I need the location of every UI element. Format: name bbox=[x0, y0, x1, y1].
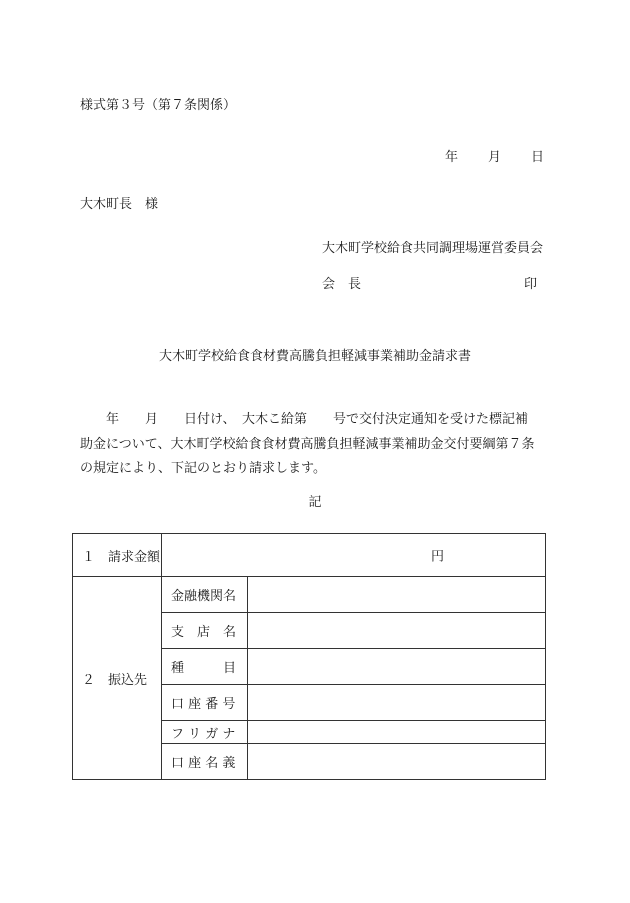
date-year: 年 bbox=[444, 150, 458, 165]
form-number: 様式第３号（第７条関係） bbox=[80, 98, 237, 113]
field-value-furigana bbox=[248, 721, 546, 744]
addressee: 大木町長 様 bbox=[80, 197, 159, 212]
field-label-branch: 支 店 名 bbox=[162, 613, 248, 649]
sender-organization: 大木町学校給食共同調理場運営委員会 bbox=[322, 241, 544, 256]
field-label-bank: 金融機関名 bbox=[162, 577, 248, 613]
date-month: 月 bbox=[487, 150, 501, 165]
body-line-2: 助金について、大木町学校給食食材費高騰負担軽減事業補助金交付要綱第７条 bbox=[80, 436, 535, 452]
body-line-1: 年 月 日付け、 大木こ給第 号で交付決定通知を受けた標記補 bbox=[80, 412, 528, 427]
date-day: 日 bbox=[530, 150, 544, 165]
amount-row bbox=[73, 534, 546, 577]
ki-mark: 記 bbox=[308, 495, 322, 510]
amount-label: １ 請求金額 bbox=[73, 534, 162, 577]
yen-unit: 円 bbox=[431, 549, 445, 565]
field-value-account-name bbox=[248, 744, 546, 780]
seal-mark: 印 bbox=[524, 277, 538, 292]
field-value-branch bbox=[248, 613, 546, 649]
date-line bbox=[445, 151, 544, 164]
transfer-label: ２ 振込先 bbox=[73, 577, 162, 780]
field-label-account-name: 口 座 名 義 bbox=[162, 744, 248, 780]
document-title: 大木町学校給食食材費高騰負担軽減事業補助金請求書 bbox=[158, 349, 471, 364]
field-label-type: 種 目 bbox=[162, 649, 248, 685]
field-label-furigana: フ リ ガ ナ bbox=[162, 721, 248, 744]
field-label-account-number: 口 座 番 号 bbox=[162, 685, 248, 721]
field-value-bank bbox=[248, 577, 546, 613]
body-text bbox=[80, 408, 552, 482]
field-value-account-number bbox=[248, 685, 546, 721]
body-line-3: の規定により、下記のとおり請求します。 bbox=[80, 461, 326, 476]
field-value-type bbox=[248, 649, 546, 685]
detail-table bbox=[72, 533, 546, 780]
amount-field bbox=[162, 534, 546, 577]
sender-title: 会 長 bbox=[322, 277, 362, 292]
transfer-row-bank bbox=[73, 577, 546, 613]
